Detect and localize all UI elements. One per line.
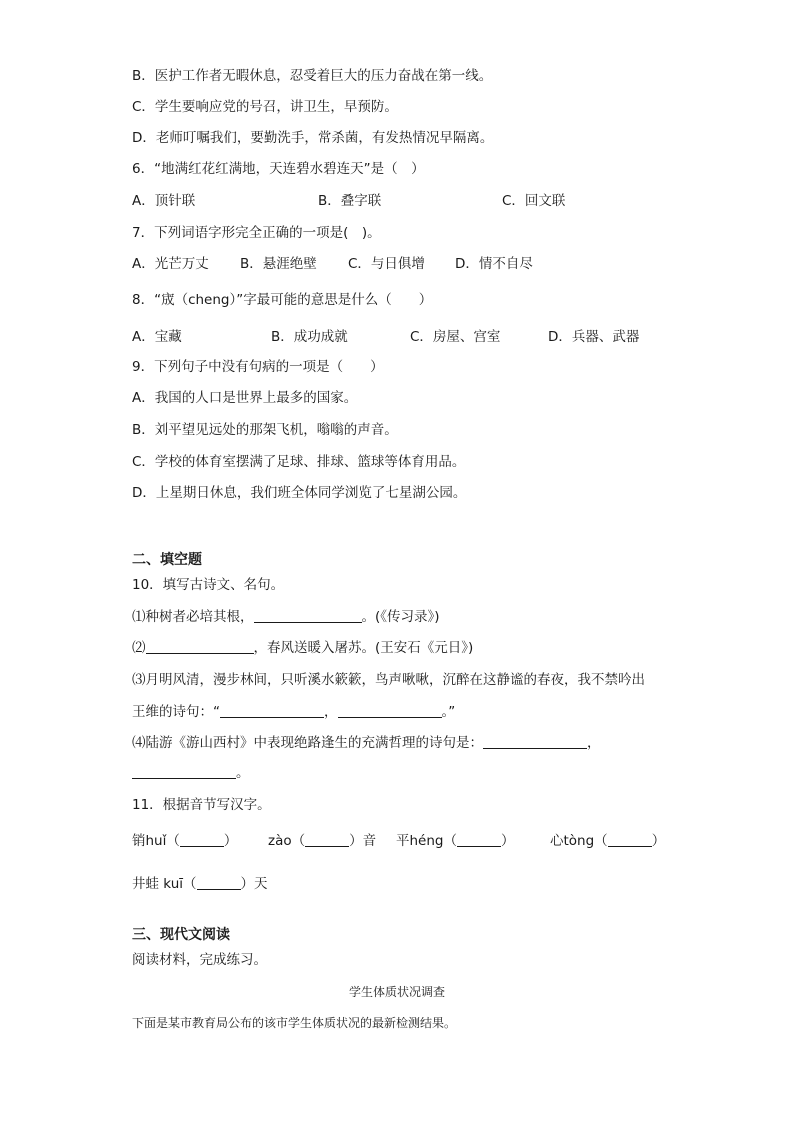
- answer-blank[interactable]: [220, 702, 324, 718]
- option-7d: D．情不自尽: [455, 256, 533, 272]
- answer-blank[interactable]: [146, 638, 254, 654]
- answer-blank[interactable]: [180, 831, 224, 847]
- option-6c: C．回文联: [502, 193, 566, 209]
- q11-item-pre: zào（: [268, 833, 306, 849]
- q11-item-pre: 平héng（: [396, 833, 457, 849]
- answer-blank[interactable]: [338, 702, 442, 718]
- question-11-stem: 11．根据音节写汉字。: [132, 797, 271, 813]
- option-6b: B．叠字联: [318, 193, 382, 209]
- answer-blank[interactable]: [305, 831, 349, 847]
- option-8a: A．宝藏: [132, 329, 182, 345]
- q10-1-text-a: ⑴种树者必培其根，: [132, 609, 254, 625]
- question-10-3-line2: [132, 702, 455, 722]
- question-10-3-line1: ⑶月明风清，漫步林间，只听溪水簌簌，鸟声啾啾，沉醉在这静谧的春夜，我不禁吟出: [132, 672, 645, 688]
- option-5d: D．老师叮嘱我们，要勤洗手，常杀菌，有发热情况早隔离。: [132, 130, 494, 146]
- option-8d: D．兵器、武器: [548, 329, 640, 345]
- option-9a: A．我国的人口是世界上最多的国家。: [132, 390, 358, 406]
- q11-item-pre: 井蛙 kuī（: [132, 876, 197, 892]
- option-9c: C．学校的体育室摆满了足球、排球、篮球等体育用品。: [132, 454, 466, 470]
- q11-item-post: ）: [651, 833, 666, 849]
- q11-item-post: ）音: [349, 833, 377, 849]
- option-9b: B．刘平望见远处的那架飞机，嗡嗡的声音。: [132, 422, 398, 438]
- section-2-title: 二、填空题: [132, 552, 202, 568]
- q11-item-1: [132, 831, 237, 851]
- q11-item-4: [550, 831, 665, 851]
- q10-4-text-a: ⑷陆游《游山西村》中表现绝路逢生的充满哲理的诗句是：: [132, 735, 483, 751]
- q11-item-pre: 销huǐ（: [132, 833, 180, 849]
- question-10-4-line1: [132, 733, 601, 753]
- option-7a: A．光芒万丈: [132, 256, 209, 272]
- question-6-stem: 6．“地满红花红满地，天连碧水碧连天”是（ ）: [132, 161, 425, 177]
- q10-3-text-c: 。”: [441, 704, 456, 720]
- q10-4-text-b: ，: [587, 735, 601, 751]
- section-3-title: 三、现代文阅读: [132, 927, 230, 943]
- option-5c: C．学生要响应党的号召，讲卫生，早预防。: [132, 99, 398, 115]
- answer-blank[interactable]: [254, 607, 362, 623]
- option-8b: B．成功成就: [271, 329, 348, 345]
- q11-item-pre: 心tòng（: [550, 833, 608, 849]
- question-8-stem: 8．“宬（cheng）”字最可能的意思是什么（ ）: [132, 292, 433, 308]
- q10-4-text-c: 。: [236, 765, 250, 781]
- answer-blank[interactable]: [197, 874, 241, 890]
- question-9-stem: 9．下列句子中没有句病的一项是（ ）: [132, 359, 384, 375]
- q11-item-post: ）: [223, 833, 238, 849]
- q10-3-text-a: 王维的诗句：“: [132, 704, 220, 720]
- question-7-stem: 7．下列词语字形完全正确的一项是( )。: [132, 225, 381, 241]
- q10-3-text-b: ，: [324, 704, 338, 720]
- q11-item-2: [268, 831, 376, 851]
- reading-instruction: 阅读材料，完成练习。: [132, 952, 267, 968]
- q11-item-post: ）天: [240, 876, 268, 892]
- q10-2-text-a: ⑵: [132, 640, 146, 656]
- question-10-4-line2: [132, 763, 250, 783]
- option-6a: A．顶针联: [132, 193, 196, 209]
- option-7c: C．与日俱增: [348, 256, 425, 272]
- q11-item-5: [132, 874, 268, 894]
- q11-item-post: ）: [501, 833, 515, 849]
- option-8c: C．房屋、宫室: [410, 329, 501, 345]
- article-title: 学生体质状况调查: [348, 985, 445, 999]
- answer-blank[interactable]: [132, 763, 236, 779]
- option-7b: B．悬涯绝壁: [240, 256, 317, 272]
- option-5b: B．医护工作者无暇休息，忍受着巨大的压力奋战在第一线。: [132, 68, 493, 84]
- question-10-1: [132, 607, 440, 627]
- q10-1-text-b: 。(《传习录》): [361, 609, 440, 625]
- answer-blank[interactable]: [608, 831, 652, 847]
- answer-blank[interactable]: [457, 831, 501, 847]
- q11-item-3: [396, 831, 515, 851]
- answer-blank[interactable]: [483, 733, 587, 749]
- option-9d: D．上星期日休息，我们班全体同学浏览了七星湖公园。: [132, 485, 467, 501]
- q10-2-text-b: ，春风送暖入屠苏。(王安石《元日》): [253, 640, 474, 656]
- article-line-1: 下面是某市教育局公布的该市学生体质状况的最新检测结果。: [132, 1016, 457, 1030]
- question-10-stem: 10．填写古诗文、名句。: [132, 577, 285, 593]
- question-10-2: [132, 638, 473, 658]
